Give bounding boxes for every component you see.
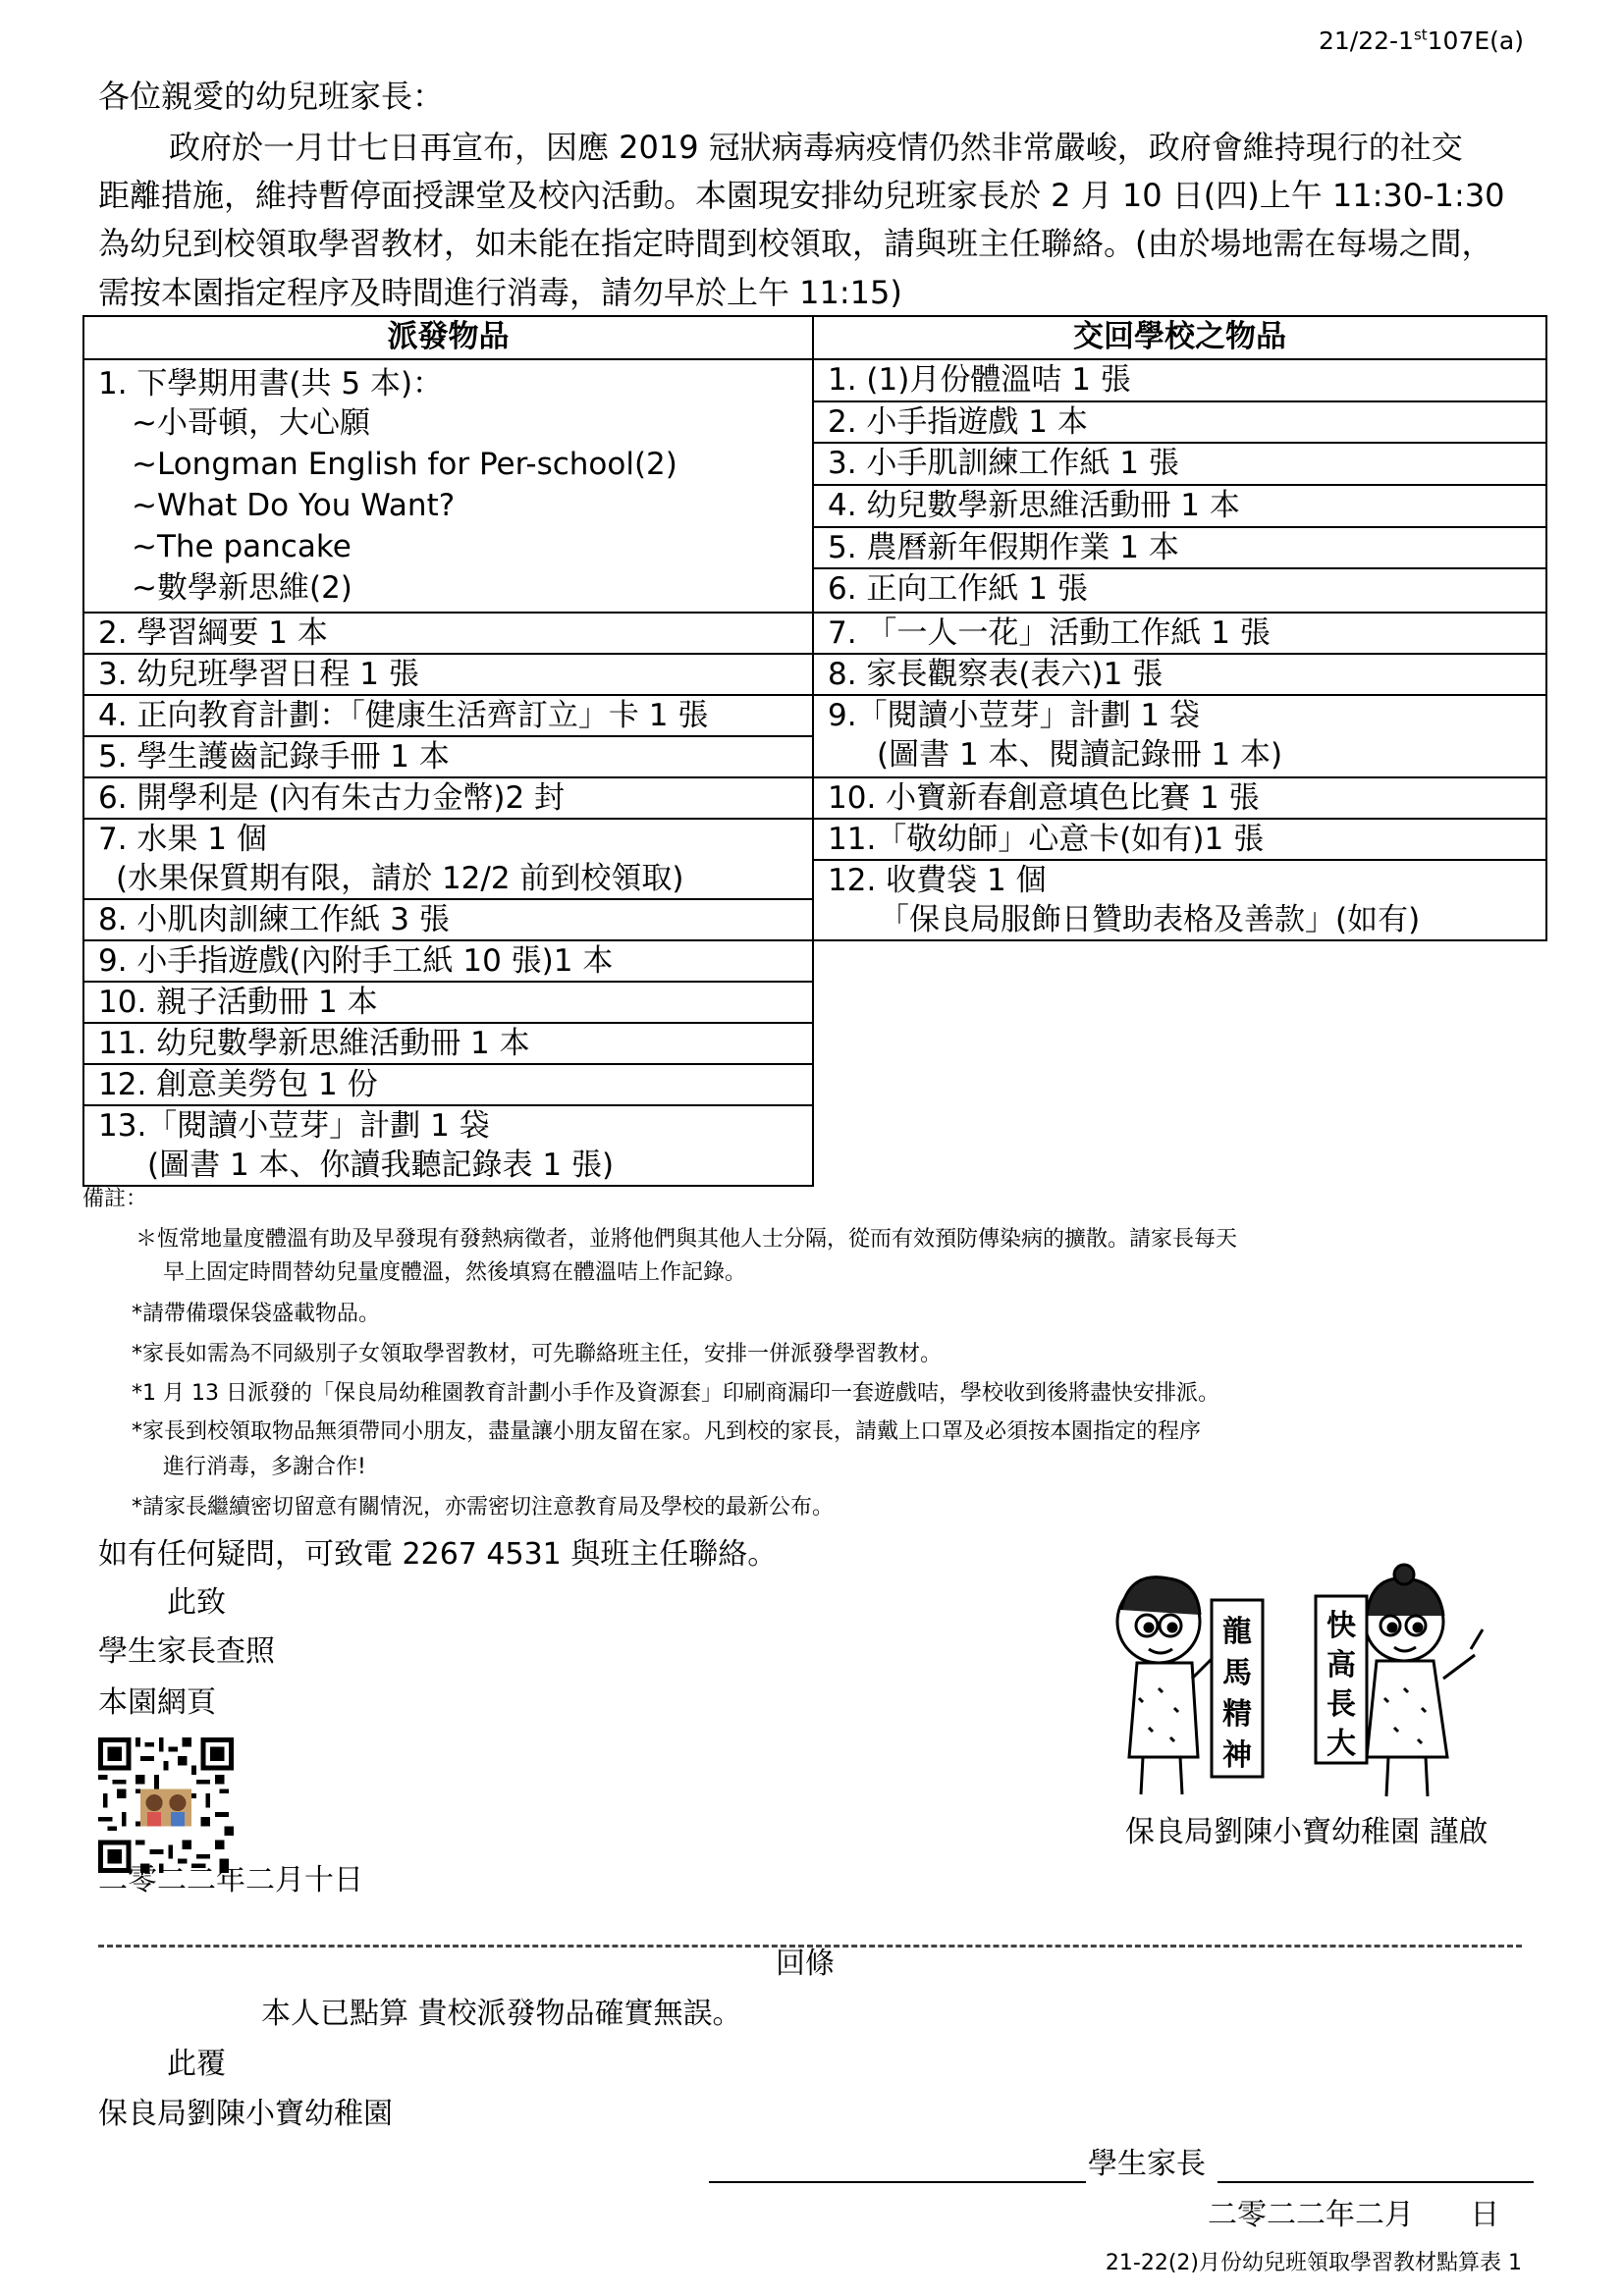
returned-item-12	[813, 860, 1546, 940]
returned-item-8: 8. 家長觀察表(表六)1 張	[813, 654, 1546, 695]
book-3: ~What Do You Want?	[132, 488, 456, 523]
returned-items-header: 交回學校之物品	[813, 316, 1546, 359]
remark-6: *請家長繼續密切留意有關情況，亦需密切注意教育局及學校的最新公布。	[132, 1495, 835, 1520]
distributed-item-3: 3. 幼兒班學習日程 1 張	[83, 654, 813, 695]
book-4: ~The pancake	[132, 529, 352, 564]
returned-item-11: 11.「敬幼師」心意卡(如有)1 張	[813, 819, 1546, 860]
returned-item-12-title: 12. 收費袋 1 個	[828, 863, 1047, 898]
remark-5b: 進行消毒，多謝合作!	[163, 1455, 366, 1479]
new-year-kids-illustration	[1110, 1561, 1522, 1806]
signature-line-left	[709, 2181, 1086, 2183]
returned-item-2: 2. 小手指遊戲 1 本	[813, 401, 1546, 444]
scroll-left-char-2: 馬	[1222, 1656, 1252, 1690]
footer-code: 21-22(2)月份幼兒班領取學習教材點算表 1	[1105, 2251, 1522, 2275]
letter-date: 二零二二年二月十日	[98, 1863, 363, 1897]
remark-5a: *家長到校領取物品無須帶同小朋友，盡量讓小朋友留在家。凡到校的家長，請戴上口罩及必須按本園指定的程序	[132, 1419, 1202, 1444]
intro-line-1: 政府於一月廿七日再宣布，因應 2019 冠狀病毒病疫情仍然非常嚴峻，政府會維持現行的社交	[169, 129, 1463, 166]
intro-line-4: 需按本園指定程序及時間進行消毒，請勿早於上午 11:15)	[98, 274, 902, 311]
remark-3: *家長如需為不同級別子女領取學習教材，可先聯絡班主任，安排一併派發學習教材。	[132, 1342, 943, 1366]
items-table	[82, 315, 1547, 1187]
distributed-item-12: 12. 創意美勞包 1 份	[83, 1064, 813, 1105]
scroll-right-char-4: 大	[1326, 1727, 1356, 1761]
reply-closing: 此覆	[167, 2047, 226, 2081]
empty-cell	[813, 1105, 1546, 1186]
remark-1a: ＊恆常地量度體溫有助及早發現有發熱病徵者，並將他們與其他人士分隔，從而有效預防傳染病的擴散。請家長每天	[135, 1227, 1238, 1252]
parent-label: 學生家長	[1088, 2147, 1206, 2181]
remark-1b: 早上固定時間替幼兒量度體溫，然後填寫在體溫咭上作記錄。	[163, 1260, 747, 1285]
website-label: 本園網頁	[98, 1685, 216, 1720]
remark-2: *請帶備環保袋盛載物品。	[132, 1302, 381, 1326]
item-7-title: 7. 水果 1 個	[98, 822, 267, 857]
signature: 保良局劉陳小寶幼稚園 謹啟	[1125, 1815, 1489, 1849]
parent-signature-field[interactable]	[1218, 2181, 1534, 2183]
distributed-item-2: 2. 學習綱要 1 本	[83, 613, 813, 654]
reply-date: 二零二二年二月 日	[1208, 2198, 1500, 2232]
returned-item-12-detail: 「保良局服飾日贊助表格及善款」(如有)	[879, 902, 1421, 937]
contact-line: 如有任何疑問，可致電 2267 4531 與班主任聯絡。	[98, 1537, 778, 1572]
closing-1: 此致	[167, 1585, 226, 1620]
document-code: 21/22-1st107E(a)	[1318, 26, 1524, 55]
reply-school: 保良局劉陳小寶幼稚園	[98, 2097, 393, 2131]
returned-item-7: 7. 「一人一花」活動工作紙 1 張	[813, 613, 1546, 654]
distributed-item-13	[83, 1105, 813, 1186]
returned-item-1: 1. (1)月份體溫咭 1 張	[813, 359, 1546, 401]
kids-holding-scrolls-drawing	[1110, 1561, 1522, 1806]
item-1-title: 1. 下學期用書(共 5 本)：	[98, 366, 444, 401]
distributed-item-10: 10. 親子活動冊 1 本	[83, 982, 813, 1023]
scroll-right-char-1: 快	[1326, 1609, 1356, 1643]
returned-item-9-title: 9.「閱讀小荳芽」計劃 1 袋	[828, 698, 1201, 733]
distributed-item-6: 6. 開學利是 (內有朱古力金幣)2 封	[83, 777, 813, 819]
closing-2: 學生家長查照	[98, 1634, 275, 1669]
returned-item-3: 3. 小手肌訓練工作紙 1 張	[813, 443, 1546, 485]
item-13-detail: (圖書 1 本、你讀我聽記錄表 1 張)	[147, 1148, 615, 1183]
intro-line-2: 距離措施，維持暫停面授課堂及校內活動。本園現安排幼兒班家長於 2 月 10 日(四)上午 11:30-1:30	[98, 177, 1505, 214]
reply-title: 回條	[776, 1947, 835, 1981]
distributed-item-5: 5. 學生護齒記錄手冊 1 本	[83, 736, 813, 777]
book-5: ~數學新思維(2)	[132, 570, 352, 606]
scroll-right-char-2: 高	[1326, 1648, 1356, 1682]
distributed-item-9: 9. 小手指遊戲(內附手工紙 10 張)1 本	[83, 940, 813, 982]
item-13-title: 13.「閱讀小荳芽」計劃 1 袋	[98, 1108, 490, 1144]
distributed-item-8: 8. 小肌肉訓練工作紙 3 張	[83, 899, 813, 940]
scroll-left-char-4: 神	[1222, 1738, 1252, 1773]
distributed-item-4: 4. 正向教育計劃：「健康生活齊訂立」卡 1 張	[83, 695, 813, 736]
returned-item-5: 5. 農曆新年假期作業 1 本	[813, 527, 1546, 569]
returned-item-6: 6. 正向工作紙 1 張	[813, 568, 1546, 613]
website-qr-code[interactable]	[98, 1737, 234, 1873]
returned-item-10: 10. 小寶新春創意填色比賽 1 張	[813, 777, 1546, 819]
remark-4: *1 月 13 日派發的「保良局幼稚園教育計劃小手作及資源套」印刷商漏印一套遊戲咭，學校收到後將盡快安排派。	[132, 1381, 1219, 1406]
reply-confirm: 本人已點算 貴校派發物品確實無誤。	[261, 1997, 742, 2031]
scroll-right-char-3: 長	[1326, 1687, 1356, 1722]
returned-item-4: 4. 幼兒數學新思維活動冊 1 本	[813, 485, 1546, 527]
distributed-item-11: 11. 幼兒數學新思維活動冊 1 本	[83, 1023, 813, 1064]
remarks-title: 備註：	[82, 1187, 148, 1211]
returned-item-9-detail: (圖書 1 本、閱讀記錄冊 1 本)	[877, 737, 1283, 773]
book-1: ~小哥頓，大心願	[132, 405, 370, 441]
book-2: ~Longman English for Per-school(2)	[132, 447, 677, 482]
empty-cell	[813, 982, 1546, 1023]
item-7-note: (水果保質期有限，請於 12/2 前到校領取)	[116, 861, 684, 896]
salutation: 各位親愛的幼兒班家長：	[98, 78, 445, 115]
empty-cell	[813, 940, 1546, 982]
qr-code-graphic	[98, 1737, 234, 1873]
scroll-left-char-1: 龍	[1222, 1615, 1252, 1649]
returned-item-9	[813, 695, 1546, 777]
intro-line-3: 為幼兒到校領取學習教材，如未能在指定時間到校領取，請與班主任聯絡。(由於場地需在每場之間，	[98, 225, 1493, 262]
distributed-item-7	[83, 819, 813, 899]
distributed-item-1	[83, 359, 813, 613]
empty-cell	[813, 1023, 1546, 1064]
scroll-left-char-3: 精	[1222, 1697, 1252, 1732]
empty-cell	[813, 1064, 1546, 1105]
distributed-items-header: 派發物品	[83, 316, 813, 359]
